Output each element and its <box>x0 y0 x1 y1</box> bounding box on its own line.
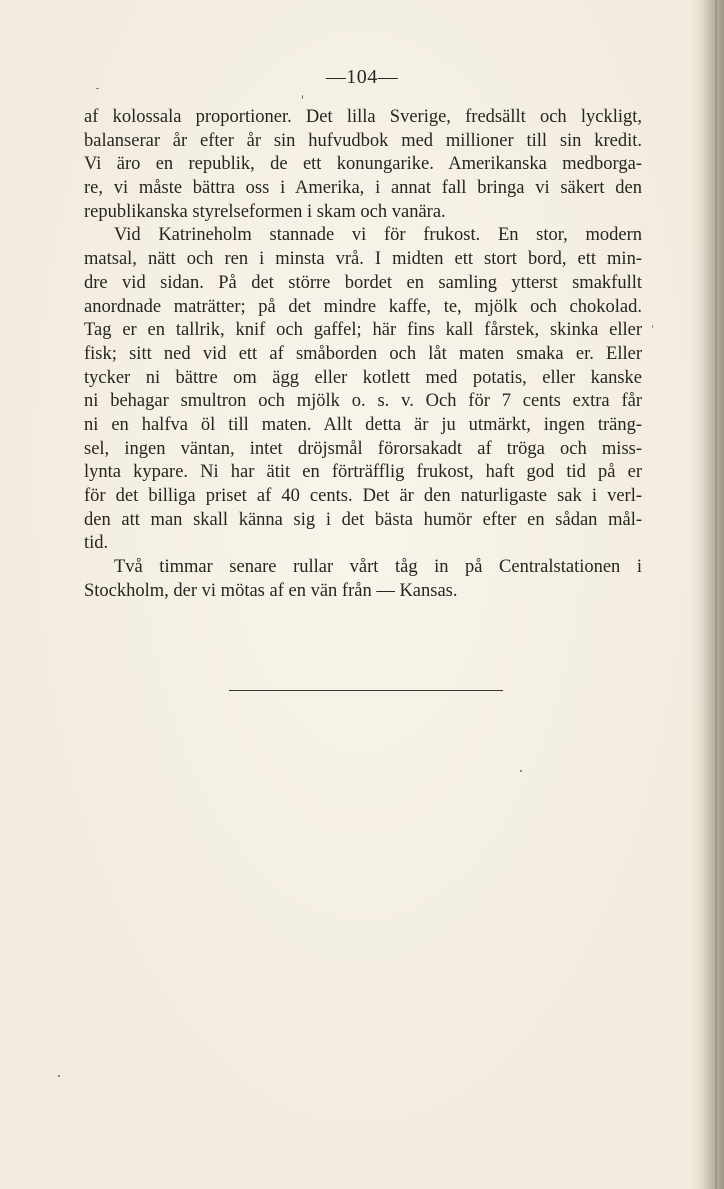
paper-speck <box>652 325 653 328</box>
page-edge-line <box>715 0 717 1189</box>
page-edge-shadow <box>690 0 724 1189</box>
paper-speck <box>96 88 99 89</box>
text-line: Vid Katrineholm stannade vi för frukost. En stor, modern <box>114 225 642 246</box>
paper-speck <box>58 1075 60 1077</box>
end-rule <box>229 690 503 691</box>
text-line: dre vid sidan. På det större bordet en samling ytterst smakfullt <box>84 272 642 293</box>
text-line: den att man skall känna sig i det bästa humör efter en sådan mål- <box>84 509 642 530</box>
body-text <box>84 106 642 603</box>
text-line: för det billiga priset af 40 cents. Det är den naturligaste sak i verl- <box>84 486 642 506</box>
text-line: Vi äro en republik, de ett konungarike. Amerikanska medborga- <box>84 154 642 175</box>
paper-speck <box>520 770 522 772</box>
text-line: ni en halfva öl till maten. Allt detta är ju utmärkt, ingen träng- <box>84 414 642 435</box>
text-line: matsal, nätt och ren i minsta vrå. I midten ett stort bord, ett min- <box>84 249 642 270</box>
text-line: lynta kypare. Ni har ätit en förträfflig frukost, haft god tid på er <box>84 462 642 483</box>
text-line: re, vi måste bättra oss i Amerika, i annat fall bringa vi säkert den <box>84 178 642 199</box>
text-line: af kolossala proportioner. Det lilla Sverige, fredsällt och lyckligt, <box>84 107 642 127</box>
text-line: tycker ni bättre om ägg eller kotlett med potatis, eller kanske <box>84 367 642 388</box>
text-line: tid. <box>84 533 109 554</box>
text-line: fisk; sitt ned vid ett af småborden och låt maten smaka er. Eller <box>84 343 642 364</box>
paper-speck <box>302 95 303 99</box>
text-line: Tag er en tallrik, knif och gaffel; här fins kall fårstek, skinka eller <box>84 320 642 341</box>
text-line: Stockholm, der vi mötas af en vän från — Kansas. <box>84 580 458 601</box>
text-line: republikanska styrelseformen i skam och vanära. <box>84 201 446 222</box>
text-line: sel, ingen väntan, intet dröjsmål förorsakadt af tröga och miss- <box>84 438 642 459</box>
text-line: Två timmar senare rullar vårt tåg in på Centralstationen i <box>114 557 642 578</box>
text-line: balanserar år efter år sin hufvudbok med millioner till sin kredit. <box>84 130 642 151</box>
page-number: —104— <box>325 66 399 88</box>
text-line: ni behagar smultron och mjölk o. s. v. Och för 7 cents extra får <box>84 391 642 412</box>
text-line: anordnade maträtter; på det mindre kaffe, te, mjölk och chokolad. <box>84 296 642 317</box>
